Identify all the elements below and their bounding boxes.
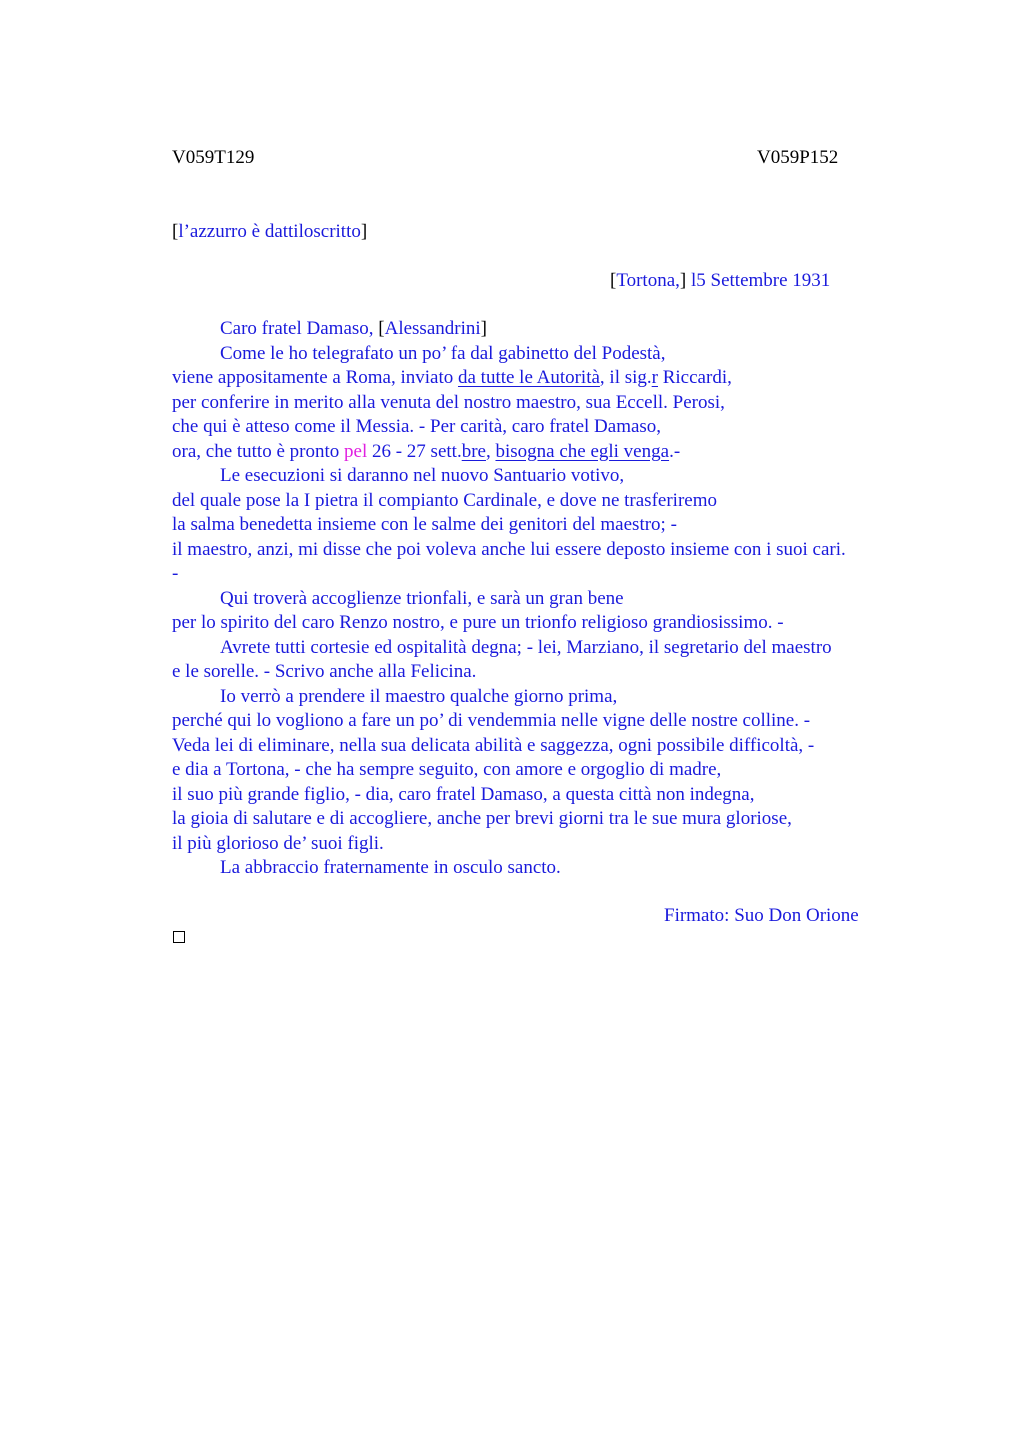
header-right-code: V059P152	[757, 147, 839, 168]
salutation-text: Caro fratel Damaso,	[220, 318, 379, 339]
bracket-close: ]	[480, 318, 487, 339]
letter-line: Qui troverà accoglienze trionfali, e sarà un gran bene	[220, 587, 624, 609]
letter-line: il più glorioso de’ suoi figli.	[172, 832, 384, 854]
letter-line	[172, 366, 932, 391]
letter-line: -	[172, 563, 179, 584]
bracket-open: [	[172, 221, 179, 242]
note-text: l’azzurro è dattiloscritto	[178, 221, 361, 242]
bracket-open: [	[610, 270, 617, 291]
text-run: 26 - 27 sett.	[367, 440, 462, 462]
letter-line: perché qui lo vogliono a fare un po’ di vendemmia nelle vigne delle nostre colline. -	[172, 710, 811, 731]
letter-line: la gioia di salutare e di accogliere, anche per brevi giorni tra le sue mura gloriose,	[172, 808, 792, 829]
text-run: ,	[485, 440, 496, 462]
place: Tortona,	[616, 270, 680, 291]
letter-line: per conferire in merito alla venuta del nostro maestro, sua Eccell. Perosi,	[172, 391, 725, 413]
letter-line: Io verrò a prendere il maestro qualche giorno prima,	[220, 685, 618, 707]
letter-line: il suo più grande figlio, - dia, caro fratel Damaso, a questa città non indegna,	[172, 783, 755, 805]
bracket-open: [	[378, 318, 385, 339]
bracket-close: ]	[360, 221, 368, 242]
closing-line: La abbraccio fraternamente in osculo sancto.	[220, 857, 561, 878]
letter-body	[172, 317, 932, 881]
underlined-text: bisogna che egli venga	[495, 440, 670, 462]
letter-line: la salma benedetta insieme con le salme dei genitori del maestro; -	[172, 514, 677, 535]
underlined-text: r	[651, 367, 658, 388]
letter-line: e dia a Tortona, - che ha sempre seguito, con amore e orgoglio di madre,	[172, 759, 722, 780]
letter-line: del quale pose la I pietra il compianto Cardinale, e dove ne trasferiremo	[172, 489, 717, 511]
text-run: Riccardi,	[657, 367, 732, 388]
letter-line: Le esecuzioni si daranno nel nuovo Santuario votivo,	[220, 465, 625, 486]
text-run: .-	[669, 440, 681, 462]
letter-line: il maestro, anzi, mi disse che poi voleva anche lui essere deposto insieme con i suoi cari.	[172, 538, 846, 560]
dateline	[610, 269, 830, 293]
letter-line	[172, 440, 932, 465]
letter-line: Avrete tutti cortesie ed ospitalità degna; - lei, Marziano, il segretario del maestro	[220, 636, 832, 658]
bracket-close: ]	[679, 270, 687, 291]
checkbox-square-icon	[173, 931, 185, 943]
letter-line: per lo spirito del caro Renzo nostro, e pure un trionfo religioso grandiosissimo. -	[172, 612, 784, 633]
recipient-surname: Alessandrini	[384, 318, 481, 339]
date: l5 Settembre 1931	[686, 270, 831, 291]
text-run: , il sig.	[599, 367, 652, 388]
signature: Firmato: Suo Don Orione	[664, 905, 859, 926]
underlined-text: da tutte le Autorità	[457, 367, 600, 388]
letter-line: Come le ho telegrafato un po’ fa dal gabinetto del Podestà,	[220, 342, 666, 364]
highlighted-word: pel	[344, 440, 368, 462]
underlined-text: bre	[461, 440, 486, 462]
letter-line: e le sorelle. - Scrivo anche alla Felicina.	[172, 661, 477, 682]
salutation	[172, 317, 932, 342]
text-run: ora, che tutto è pronto	[172, 440, 345, 462]
header-left-code: V059T129	[172, 147, 255, 168]
editor-note	[172, 220, 367, 244]
letter-line: Veda lei di eliminare, nella sua delicata abilità e saggezza, ogni possibile difficoltà, -	[172, 734, 815, 756]
letter-line: che qui è atteso come il Messia. - Per carità, caro fratel Damaso,	[172, 416, 662, 437]
text-run: viene appositamente a Roma, inviato	[172, 367, 458, 388]
